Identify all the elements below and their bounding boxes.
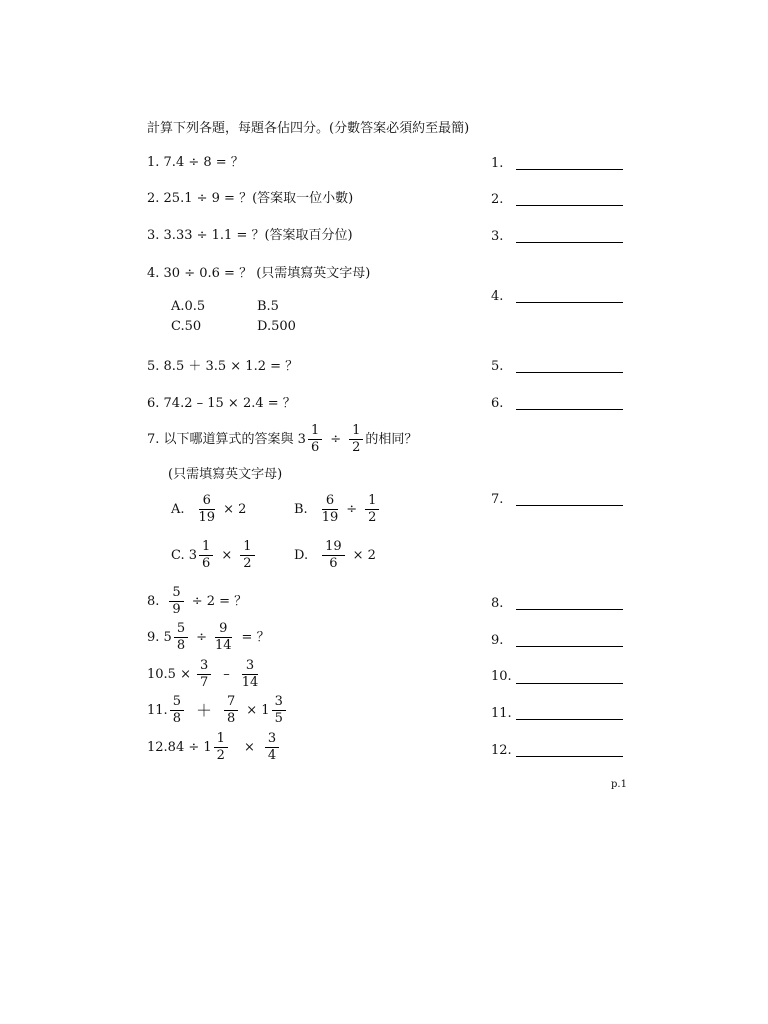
q7-note: (只需填寫英文字母) <box>168 467 283 482</box>
q7-b-fraction-2 <box>365 494 379 525</box>
q7-c-f1-numerator: 1 <box>199 540 213 556</box>
question-4: 4. 30 ÷ 0.6 = ？ (只需填寫英文字母) <box>147 266 371 281</box>
q9-fraction-1 <box>174 622 188 653</box>
q7-d-tail: × 2 <box>352 547 376 563</box>
q11-f1-numerator: 5 <box>170 695 184 711</box>
question-2: 2. 25.1 ÷ 9 = ？(答案取一位小數) <box>147 191 354 206</box>
q11-prefix: 11. <box>147 702 168 718</box>
answer-label-4: 4. <box>491 289 504 304</box>
answer-line-6[interactable] <box>516 409 623 410</box>
q7-a-tail: × 2 <box>223 501 247 517</box>
q7-fraction-2 <box>349 424 363 455</box>
q8-fraction <box>169 586 183 617</box>
answer-label-8: 8. <box>491 596 504 611</box>
q7-c-fraction-1 <box>199 540 213 571</box>
q4-option-b: B.5 <box>257 299 279 314</box>
q10-f1-numerator: 3 <box>197 659 211 675</box>
q10-fraction-2 <box>242 659 259 690</box>
answer-label-9: 9. <box>491 633 504 648</box>
q7-suffix: 的相同？ <box>365 431 418 447</box>
q7-c-fraction-2 <box>240 540 254 571</box>
answer-label-11: 11. <box>491 706 512 721</box>
q7-f1-numerator: 1 <box>308 424 322 440</box>
q11-f3-denominator: 5 <box>274 711 283 726</box>
q7-d-fraction <box>322 540 345 571</box>
q7-option-b <box>294 494 381 525</box>
answer-line-5[interactable] <box>516 372 623 373</box>
q7-c-label: C. 3 <box>171 547 198 563</box>
q7-b-fraction-1 <box>322 494 339 525</box>
q7-c-operator: × <box>221 547 233 563</box>
q11-operator-2: × 1 <box>246 702 270 718</box>
q7-b-f2-numerator: 1 <box>365 494 379 510</box>
q8-denominator: 9 <box>172 602 181 617</box>
q11-fraction-2 <box>224 695 238 726</box>
q12-f2-numerator: 3 <box>265 732 279 748</box>
answer-line-8[interactable] <box>516 609 623 610</box>
q7-c-f2-denominator: 2 <box>243 556 252 571</box>
q7-a-denominator: 19 <box>198 510 216 525</box>
question-8 <box>147 586 247 617</box>
answer-label-7: 7. <box>491 492 504 507</box>
q9-f1-denominator: 8 <box>176 638 186 653</box>
answer-label-1: 1. <box>491 156 504 171</box>
q9-f2-numerator: 9 <box>215 622 232 638</box>
question-11 <box>147 695 288 726</box>
q12-prefix: 12.84 ÷ 1 <box>147 739 212 755</box>
q12-operator: × <box>243 739 255 755</box>
q7-option-d <box>294 540 376 571</box>
q7-f2-denominator: 2 <box>352 440 361 455</box>
q10-f2-numerator: 3 <box>242 659 259 675</box>
answer-line-4[interactable] <box>516 302 623 303</box>
question-10 <box>147 659 260 690</box>
instruction-text: 計算下列各題，每題各佔四分。(分數答案必須約至最簡) <box>147 121 470 136</box>
q12-f2-denominator: 4 <box>267 748 277 763</box>
q12-fraction-1 <box>214 732 228 763</box>
q7-d-label: D. <box>294 547 309 563</box>
answer-line-9[interactable] <box>516 646 623 647</box>
q9-fraction-2 <box>215 622 232 653</box>
q10-fraction-1 <box>197 659 211 690</box>
answer-label-2: 2. <box>491 192 504 207</box>
q7-d-numerator: 19 <box>322 540 345 556</box>
answer-label-10: 10. <box>491 669 512 684</box>
question-3: 3. 3.33 ÷ 1.1 = ？(答案取百分位) <box>147 228 353 243</box>
q11-operator: ＋ <box>195 700 212 720</box>
q8-numerator: 5 <box>169 586 183 602</box>
q7-prefix: 7. 以下哪道算式的答案與 3 <box>147 431 306 447</box>
q10-prefix: 10.5 × <box>147 666 191 682</box>
question-5: 5. 8.5 ＋ 3.5 × 1.2 = ？ <box>147 359 299 374</box>
answer-line-2[interactable] <box>516 205 623 206</box>
q8-prefix: 8. <box>147 593 160 609</box>
q7-d-denominator: 6 <box>329 556 338 571</box>
q7-c-f2-numerator: 1 <box>240 540 254 556</box>
q7-f2-numerator: 1 <box>349 424 363 440</box>
q7-fraction-1 <box>308 424 322 455</box>
q7-option-a <box>171 494 246 525</box>
q7-b-f1-numerator: 6 <box>322 494 339 510</box>
answer-label-3: 3. <box>491 229 504 244</box>
question-6: 6. 74.2 – 15 × 2.4 = ？ <box>147 396 296 411</box>
q8-tail: ÷ 2 = ？ <box>191 593 248 609</box>
q7-b-f2-denominator: 2 <box>368 510 377 525</box>
question-12 <box>147 732 281 763</box>
answer-label-5: 5. <box>491 359 504 374</box>
question-7 <box>147 424 417 455</box>
q7-f1-denominator: 6 <box>310 440 320 455</box>
q7-b-operator: ÷ <box>346 501 358 517</box>
page-number: p.1 <box>611 779 627 790</box>
q7-option-c <box>171 540 257 571</box>
q9-f2-denominator: 14 <box>215 638 232 653</box>
q7-c-f1-denominator: 6 <box>202 556 211 571</box>
q12-fraction-2 <box>265 732 279 763</box>
q7-a-fraction <box>199 494 216 525</box>
q11-f2-denominator: 8 <box>226 711 236 726</box>
q7-b-label: B. <box>294 501 308 517</box>
q11-f3-numerator: 3 <box>272 695 286 711</box>
answer-line-3[interactable] <box>516 242 623 243</box>
q11-fraction-3 <box>272 695 286 726</box>
q11-f1-denominator: 8 <box>172 711 181 726</box>
question-9 <box>147 622 270 653</box>
q4-option-d: D.500 <box>257 319 296 334</box>
q11-f2-numerator: 7 <box>224 695 238 711</box>
answer-line-11[interactable] <box>516 719 623 720</box>
answer-line-7[interactable] <box>516 505 623 506</box>
q7-operator: ÷ <box>330 431 342 447</box>
answer-line-1[interactable] <box>516 169 623 170</box>
q9-f1-numerator: 5 <box>174 622 188 638</box>
question-1: 1. 7.4 ÷ 8 = ？ <box>147 155 244 170</box>
q9-prefix: 9. 5 <box>147 629 172 645</box>
q10-operator: – <box>223 666 230 682</box>
answer-label-12: 12. <box>491 743 512 758</box>
q11-fraction-1 <box>170 695 184 726</box>
answer-label-6: 6. <box>491 396 504 411</box>
q7-a-numerator: 6 <box>199 494 216 510</box>
q10-f2-denominator: 14 <box>241 675 259 690</box>
q4-option-a: A.0.5 <box>171 299 206 314</box>
q10-f1-denominator: 7 <box>199 675 209 690</box>
q7-b-f1-denominator: 19 <box>321 510 339 525</box>
q7-a-label: A. <box>171 501 185 517</box>
q9-operator: ÷ <box>196 629 207 645</box>
answer-line-10[interactable] <box>516 683 623 684</box>
q12-f1-denominator: 2 <box>216 748 225 763</box>
q4-option-c: C.50 <box>171 319 202 334</box>
answer-line-12[interactable] <box>516 756 623 757</box>
q9-tail: = ？ <box>241 629 270 645</box>
q12-f1-numerator: 1 <box>214 732 228 748</box>
